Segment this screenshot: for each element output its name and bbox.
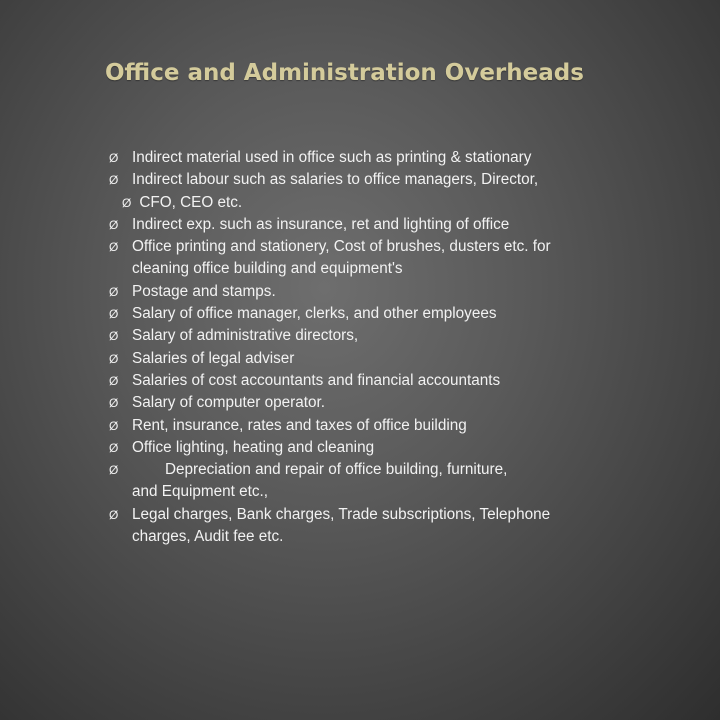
slide-title: Office and Administration Overheads xyxy=(105,60,584,86)
arrow-bullet-icon: Ø xyxy=(109,463,119,478)
list-item xyxy=(107,348,647,370)
arrow-bullet-icon: Ø xyxy=(109,440,119,455)
list-item-text: Salary of computer operator. xyxy=(132,394,326,412)
list-item-continuation: charges, Audit fee etc. xyxy=(132,528,284,546)
arrow-bullet-icon: Ø xyxy=(109,351,119,366)
list-item-text: Legal charges, Bank charges, Trade subscriptions, Telephone xyxy=(132,505,551,523)
list-item xyxy=(107,303,647,325)
arrow-bullet-icon: Ø xyxy=(109,396,119,411)
list-item-text: Depreciation and repair of office building, furniture, xyxy=(165,461,508,479)
list-item xyxy=(107,236,647,281)
list-item-text: Indirect material used in office such as printing & stationary xyxy=(132,149,532,166)
list-item xyxy=(107,214,647,236)
arrow-bullet-icon: Ø xyxy=(109,240,119,255)
list-item xyxy=(107,370,647,392)
sub-item xyxy=(122,192,647,214)
list-item xyxy=(107,415,647,437)
list-item-text: Indirect labour such as salaries to office managers, Director, xyxy=(132,171,539,189)
list-item-continuation: cleaning office building and equipment's xyxy=(132,260,403,278)
sub-item-text: CFO, CEO etc. xyxy=(139,193,243,211)
arrow-bullet-icon: Ø xyxy=(109,329,119,344)
list-item-text: Salary of office manager, clerks, and other employees xyxy=(132,305,497,323)
list-item-text: Indirect exp. such as insurance, ret and lighting of office xyxy=(132,215,510,233)
list-item xyxy=(107,392,647,414)
arrow-bullet-icon: Ø xyxy=(109,173,119,188)
list-item xyxy=(107,459,647,504)
arrow-bullet-icon: Ø xyxy=(109,507,119,522)
overheads-list xyxy=(107,147,647,548)
list-item-text: Office lighting, heating and cleaning xyxy=(132,438,375,456)
arrow-bullet-icon: Ø xyxy=(109,284,119,299)
arrow-bullet-icon: Ø xyxy=(122,195,132,210)
list-item xyxy=(107,281,647,303)
list-item xyxy=(107,437,647,459)
list-item-text: Salary of administrative directors, xyxy=(132,327,359,345)
list-item xyxy=(107,504,647,549)
arrow-bullet-icon: Ø xyxy=(109,151,119,165)
arrow-bullet-icon: Ø xyxy=(109,307,119,322)
list-item-text: Office printing and stationery, Cost of brushes, dusters etc. for xyxy=(132,238,551,256)
list-item xyxy=(107,325,647,347)
list-item-text: Salaries of legal adviser xyxy=(132,349,295,367)
list-item-continuation: and Equipment etc., xyxy=(132,483,269,501)
list-item xyxy=(107,147,647,169)
arrow-bullet-icon: Ø xyxy=(109,217,119,232)
list-item-text: Rent, insurance, rates and taxes of office building xyxy=(132,416,467,434)
list-item xyxy=(107,169,647,214)
arrow-bullet-icon: Ø xyxy=(109,418,119,433)
list-item-text: Salaries of cost accountants and financial accountants xyxy=(132,371,501,389)
arrow-bullet-icon: Ø xyxy=(109,373,119,388)
list-item-text: Postage and stamps. xyxy=(132,282,276,300)
